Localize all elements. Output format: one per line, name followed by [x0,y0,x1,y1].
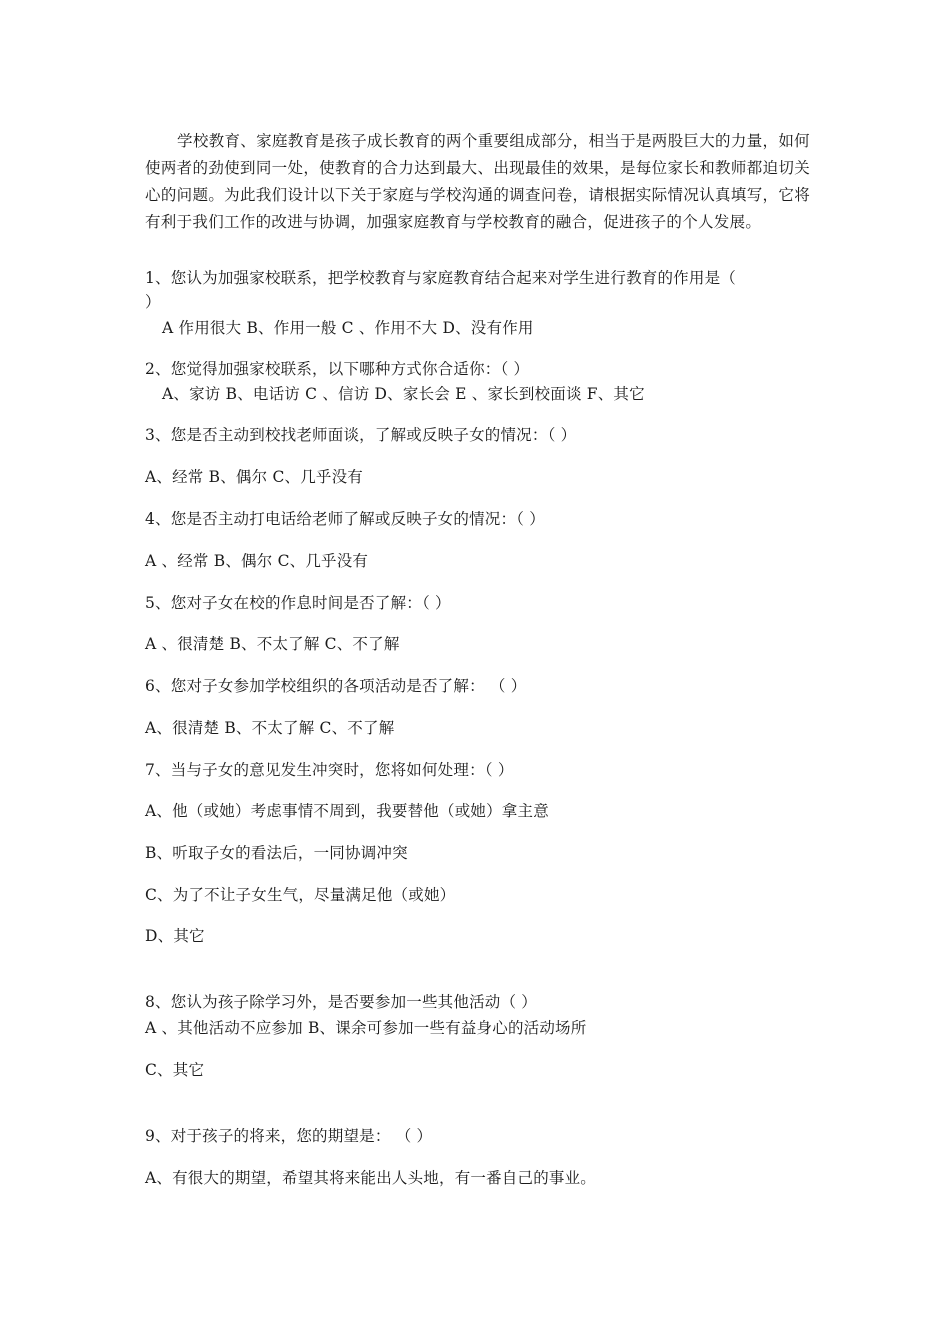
question-9: 9、对于孩子的将来，您的期望是： （ ） [145,1127,433,1145]
question-7-option-c: C、为了不让子女生气，尽量满足他（或她） [145,886,456,904]
question-7: 7、当与子女的意见发生冲突时，您将如何处理：（ ） [145,761,514,779]
question-6: 6、您对子女参加学校组织的各项活动是否了解： （ ） [145,677,527,695]
question-3: 3、您是否主动到校找老师面谈，了解或反映子女的情况：（ ） [145,426,577,444]
question-7-option-d: D、其它 [145,927,205,945]
question-8: 8、您认为孩子除学习外，是否要参加一些其他活动（ ） [145,993,537,1011]
question-4-options: A 、经常 B、偶尔 C、几乎没有 [145,552,369,570]
question-5-options: A 、很清楚 B、不太了解 C、不了解 [145,635,400,653]
question-3-options: A、经常 B、偶尔 C、几乎没有 [145,468,363,486]
question-2: 2、您觉得加强家校联系，以下哪种方式你合适你：（ ） [145,360,530,378]
question-1-options: A 作用很大 B、作用一般 C 、作用不大 D、没有作用 [162,319,534,337]
question-7-option-a: A、他（或她）考虑事情不周到，我要替他（或她）拿主意 [145,802,549,820]
question-5: 5、您对子女在校的作息时间是否了解：（ ） [145,594,451,612]
intro-paragraph: 学校教育、家庭教育是孩子成长教育的两个重要组成部分，相当于是两股巨大的力量，如何使两者的劲使到同一处，使教育的合力达到最大、出现最佳的效果，是每位家长和教师都迫切关心的问题。为此我们设计以下关于家庭与学校沟通的调查问卷，请根据实际情况认真填写，它将有利于我们工作的改进与协调，加强家庭教育与学校教育的融合，促进孩子的个人发展。 [145,132,810,231]
question-8-options-ab: A 、其他活动不应参加 B、课余可参加一些有益身心的活动场所 [145,1019,587,1037]
question-2-options: A、家访 B、电话访 C 、信访 D、家长会 E 、家长到校面谈 F、其它 [162,385,645,403]
question-4: 4、您是否主动打电话给老师了解或反映子女的情况：（ ） [145,510,545,528]
question-6-options: A、很清楚 B、不太了解 C、不了解 [145,719,395,737]
question-9-option-a: A、有很大的期望，希望其将来能出人头地，有一番自己的事业。 [145,1169,596,1187]
question-8-option-c: C、其它 [145,1061,205,1079]
question-7-option-b: B、听取子女的看法后，一同协调冲突 [145,844,408,862]
question-1: 1、您认为加强家校联系，把学校教育与家庭教育结合起来对学生进行教育的作用是（ [145,269,736,287]
question-1-end: ） [145,293,161,311]
